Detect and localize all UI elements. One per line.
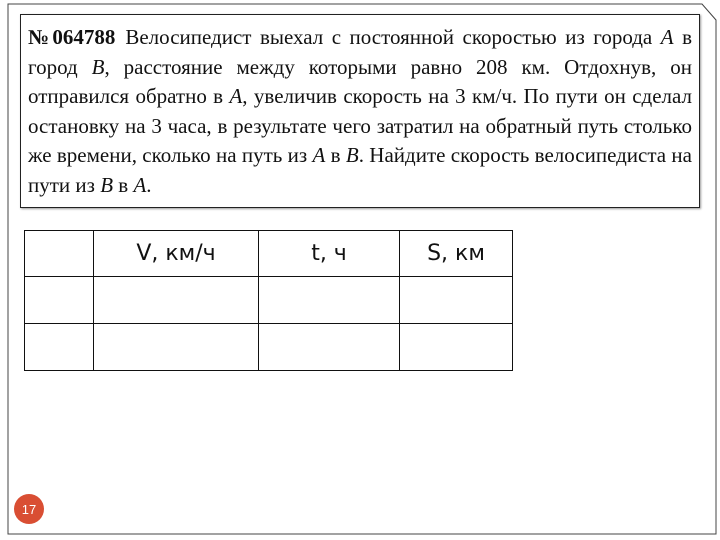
header-cell-distance: S, км	[400, 231, 513, 277]
header-cell-time: t, ч	[259, 231, 400, 277]
text-part: . Найдите скорость велосипедиста на пути из	[28, 143, 692, 197]
table-cell	[400, 324, 513, 371]
variable-a: A	[312, 143, 326, 167]
page-number-badge: 17	[14, 494, 44, 524]
variable-b: B	[345, 143, 359, 167]
variable-a: A	[229, 84, 243, 108]
text-part: Велосипедист выехал с постоянной скоростью из города	[125, 25, 661, 49]
variable-a: A	[660, 25, 674, 49]
problem-number: №064788	[28, 25, 116, 49]
header-cell-blank	[25, 231, 94, 277]
table-cell	[25, 324, 94, 371]
table-header-row	[25, 231, 513, 277]
text-part: , расстояние между которыми равно 208 км. Отдохнув, он отправился обратно в	[28, 54, 692, 108]
table-cell	[400, 277, 513, 324]
solution-table	[24, 230, 513, 371]
text-part: в	[113, 172, 134, 197]
table-cell	[259, 277, 400, 324]
table-cell	[94, 324, 259, 371]
text-part: .	[146, 172, 152, 197]
table-cell	[259, 324, 400, 371]
variable-b: B	[100, 172, 114, 197]
table-cell	[25, 277, 94, 324]
table-row	[25, 324, 513, 371]
table-cell	[94, 277, 259, 324]
problem-text	[28, 23, 692, 200]
problem-box	[20, 14, 700, 208]
text-part: в город	[28, 25, 692, 79]
variable-b: B	[91, 54, 105, 79]
variable-a: A	[133, 172, 147, 197]
text-part: , увеличив скорость на 3 км/ч. По пути он сделал остановку на 3 часа, в результате чего затратил на обратный путь столько же времени, сколько на путь из	[28, 84, 692, 167]
table-row	[25, 277, 513, 324]
text-part: в	[325, 143, 346, 167]
header-cell-velocity: V, км/ч	[94, 231, 259, 277]
